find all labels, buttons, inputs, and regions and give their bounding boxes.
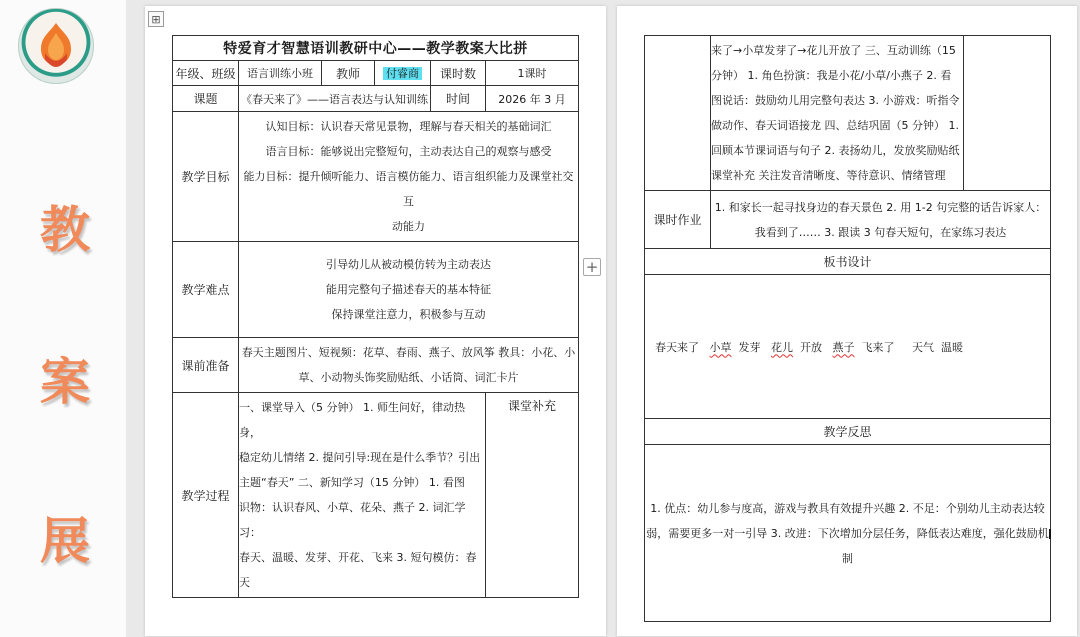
- grade-value[interactable]: 语言训练小班: [239, 61, 322, 86]
- goals-line-1: 认知目标：认识春天常见景物，理解与春天相关的基础词汇: [265, 120, 552, 133]
- continued-blank-cell: [645, 36, 711, 191]
- preparation-line-1: 春天主题图片、短视频：花草、春雨、燕子、放风筝 教具：小花、小: [241, 346, 576, 359]
- teacher-cell[interactable]: [375, 61, 431, 86]
- homework-line-2: 我看到了…… 3. 跟读 3 句春天短句，在家练习表达: [754, 225, 1007, 239]
- process-line-3: 主题“春天” 二、新知学习（15 分钟） 1. 看图: [239, 476, 465, 489]
- board-word-1: 春天来了: [655, 340, 699, 354]
- teacher-label: 教师: [322, 61, 375, 86]
- logo-flame-icon: [19, 9, 93, 83]
- difficulties-label: 教学难点: [173, 242, 239, 338]
- process-cont-line-3: 图说话：鼓励幼儿用完整句表达 3. 小游戏：听指令: [711, 94, 960, 107]
- time-value[interactable]: 2026 年 3 月: [486, 86, 579, 112]
- teacher-value[interactable]: 付睿商: [383, 67, 422, 80]
- table-move-handle-icon[interactable]: ⊞: [148, 11, 164, 27]
- board-word-5: 开放: [800, 340, 822, 354]
- goals-line-4: 动能力: [392, 220, 425, 233]
- add-table-button[interactable]: +: [583, 258, 601, 276]
- process-cont-line-4: 做动作、春天词语接龙 四、总结巩固（5 分钟） 1.: [711, 119, 959, 132]
- supplement-continued-cell[interactable]: [964, 36, 1051, 191]
- process-continued-content[interactable]: [711, 36, 964, 191]
- difficulties-line-3: 保持课堂注意力，积极参与互动: [331, 308, 486, 321]
- reflection-line-1: 1. 优点：幼儿参与度高，游戏与教具有效提升兴趣 2. 不足：个别幼儿主动表达较: [650, 501, 1045, 515]
- process-line-4: 识物：认识春风、小草、花朵、燕子 2. 词汇学习：: [239, 501, 466, 539]
- grade-label: 年级、班级: [173, 61, 239, 86]
- board-word-3: 发芽: [738, 340, 761, 354]
- board-word-7: 飞来了: [861, 340, 895, 354]
- board-word-6: 燕子: [832, 340, 855, 354]
- process-cont-line-2: 分钟） 1. 角色扮演：我是小花/小草/小燕子 2. 看: [711, 69, 952, 82]
- preparation-content[interactable]: [239, 338, 579, 393]
- left-banner: [0, 0, 126, 637]
- lesson-plan-table-page-1: [172, 35, 579, 598]
- homework-label: 课时作业: [645, 191, 711, 249]
- board-word-9: 温暖: [940, 340, 963, 354]
- goals-label: 教学目标: [173, 112, 239, 242]
- process-cont-line-1: 来了→小草发芽了→花儿开放了 三、互动训练（15: [711, 44, 956, 57]
- document-title: 特爱育才智慧语训教研中心——教学教案大比拼: [173, 36, 579, 61]
- reflection-line-2: 弱，需要更多一对一引导 3. 改进：下次增加分层任务，降低表达难度，强化鼓励机: [646, 526, 1049, 540]
- goals-line-3: 能力目标：提升倾听能力、语言模仿能力、语言组织能力及课堂社交互: [243, 170, 574, 208]
- difficulties-content[interactable]: [239, 242, 579, 338]
- homework-line-1: 1. 和家长一起寻找身边的春天景色 2. 用 1-2 句完整的话告诉家人：: [714, 200, 1047, 214]
- topic-value[interactable]: 《春天来了》——语言表达与认知训练: [239, 86, 431, 112]
- difficulties-line-1: 引导幼儿从被动模仿转为主动表达: [326, 258, 491, 271]
- board-label: 板书设计: [645, 249, 1051, 275]
- board-word-8: 天气: [911, 340, 934, 354]
- process-content[interactable]: [239, 393, 486, 598]
- difficulties-line-2: 能用完整句子描述春天的基本特征: [326, 283, 491, 296]
- preparation-label: 课前准备: [173, 338, 239, 393]
- homework-content[interactable]: [711, 191, 1051, 249]
- board-content[interactable]: [645, 275, 1051, 419]
- board-word-2: 小草: [709, 340, 732, 354]
- preparation-line-2: 草、小动物头饰奖励贴纸、小话筒、词汇卡片: [298, 371, 519, 384]
- school-logo: [18, 8, 94, 84]
- reflection-content[interactable]: [645, 445, 1051, 622]
- process-cont-line-6: 课堂补充 关注发音清晰度、等待意识、情绪管理: [711, 169, 946, 182]
- supplement-label[interactable]: 课堂补充: [486, 393, 579, 598]
- banner-char-3: 展: [40, 511, 90, 570]
- topic-label: 课题: [173, 86, 239, 112]
- banner-char-1: 教: [40, 200, 90, 259]
- process-label: 教学过程: [173, 393, 239, 598]
- goals-line-2: 语言目标：能够说出完整短句，主动表达自己的观察与感受: [265, 145, 552, 158]
- text-cursor: [1049, 529, 1051, 539]
- hours-label: 课时数: [431, 61, 486, 86]
- reflection-label: 教学反思: [645, 419, 1051, 445]
- lesson-plan-table-page-2: [644, 35, 1051, 622]
- process-line-2: 稳定幼儿情绪 2. 提问引导:现在是什么季节？引出: [239, 451, 481, 464]
- goals-content[interactable]: [239, 112, 579, 242]
- board-word-4: 花儿: [771, 340, 793, 354]
- process-line-5: 春天、温暖、发芽、开花、飞来 3. 短句模仿：春天: [239, 551, 477, 589]
- process-cont-line-5: 回顾本节课词语与句子 2. 表扬幼儿，发放奖励贴纸: [711, 144, 960, 157]
- banner-char-2: 案: [40, 352, 90, 411]
- process-line-1: 一、课堂导入（5 分钟） 1. 师生问好，律动热身，: [239, 401, 465, 439]
- time-label: 时间: [431, 86, 486, 112]
- hours-value[interactable]: 1课时: [486, 61, 579, 86]
- reflection-line-3: 制: [842, 551, 853, 565]
